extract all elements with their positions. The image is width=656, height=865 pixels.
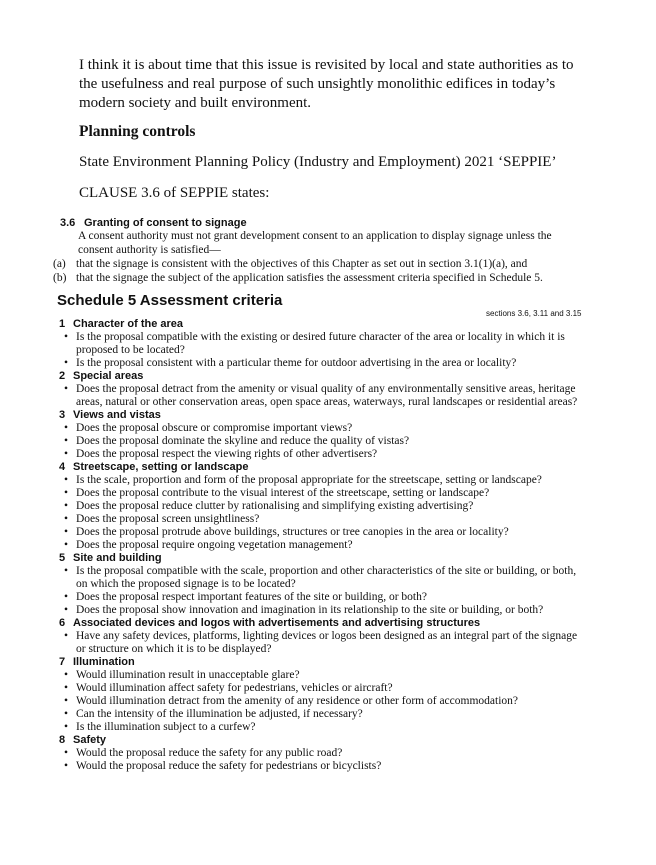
section-number: 2: [59, 370, 66, 382]
list-item: [53, 760, 584, 773]
bullet-icon: •: [64, 539, 69, 551]
section-title: Streetscape, setting or landscape: [73, 461, 249, 473]
clause-item-text: that the signage is consistent with the objectives of this Chapter as set out in section 3.1(1)(a), and: [76, 258, 528, 270]
section-number: 5: [59, 552, 66, 564]
clause-3-6: [55, 216, 585, 285]
section-number: 3: [59, 409, 66, 421]
section-number: 7: [59, 656, 66, 668]
section-number: 4: [59, 461, 66, 473]
clause-item-text: that the signage the subject of the application satisfies the assessment criteria specified in Schedule 5.: [76, 272, 543, 284]
section-title: Views and vistas: [73, 409, 161, 421]
bullet-icon: •: [64, 474, 69, 486]
list-item-text: Is the proposal compatible with the existing or desired future character of the area or locality in which it is proposed to be located?: [76, 331, 565, 356]
list-item-text: Is the proposal consistent with a particular theme for outdoor advertising in the area or locality?: [76, 357, 517, 369]
section-heading: [54, 656, 584, 669]
list-item-text: Does the proposal show innovation and imagination in its relationship to the site or building, or both?: [76, 604, 544, 616]
section-heading: [54, 552, 584, 565]
list-item-text: Does the proposal reduce clutter by rationalising and simplifying existing advertising?: [76, 500, 474, 512]
list-item-text: Does the proposal protrude above buildings, structures or tree canopies in the area or locality?: [76, 526, 509, 538]
list-item-text: Would the proposal reduce the safety for any public road?: [76, 747, 343, 759]
bullet-icon: •: [64, 682, 69, 694]
list-item: [53, 422, 584, 435]
bullet-icon: •: [64, 669, 69, 681]
section-title: Associated devices and logos with advertisements and advertising structures: [73, 617, 481, 629]
list-item: [53, 357, 584, 370]
list-item-text: Does the proposal respect the viewing rights of other advertisers?: [76, 448, 378, 460]
list-item: [53, 513, 584, 526]
section-number: 6: [59, 617, 66, 629]
list-item-text: Is the scale, proportion and form of the proposal appropriate for the streetscape, setting or landscape?: [76, 474, 542, 486]
list-item: [53, 474, 584, 487]
bullet-icon: •: [64, 513, 69, 525]
list-item-text: Does the proposal require ongoing vegetation management?: [76, 539, 353, 551]
bullet-icon: •: [64, 331, 69, 343]
section-title: Site and building: [73, 552, 162, 564]
planning-controls-heading: Planning controls: [79, 123, 196, 140]
clause-item-label: (a): [53, 258, 66, 270]
clause-body: A consent authority must not grant development consent to an application to display signage unless the consent authority is satisfied—: [78, 230, 552, 256]
clause-number: 3.6: [60, 217, 76, 229]
section-heading: [54, 409, 584, 422]
clause-item-label: (b): [53, 272, 67, 284]
bullet-icon: •: [64, 747, 69, 759]
section-title: Illumination: [73, 656, 135, 668]
clause-heading: [55, 216, 585, 230]
list-item-text: Does the proposal detract from the amenity or visual quality of any environmentally sensitive areas, heritage areas, natural or other conservation areas, open space areas, waterways, rural landscapes or residential areas?: [76, 383, 578, 408]
list-item-text: Does the proposal dominate the skyline and reduce the quality of vistas?: [76, 435, 410, 447]
list-item-text: Would illumination affect safety for pedestrians, vehicles or aircraft?: [76, 682, 393, 694]
bullet-icon: •: [64, 721, 69, 733]
bullet-icon: •: [64, 422, 69, 434]
bullet-icon: •: [64, 357, 69, 369]
clause-item: [53, 257, 585, 271]
list-item: [53, 526, 584, 539]
bullet-icon: •: [64, 448, 69, 460]
schedule-sections: [54, 318, 584, 773]
list-item: [53, 604, 584, 617]
section-title: Character of the area: [73, 318, 184, 330]
list-item: [53, 708, 584, 721]
policy-line: State Environment Planning Policy (Industry and Employment) 2021 ‘SEPPIE’: [79, 154, 557, 170]
list-item: [53, 630, 584, 656]
list-item-text: Is the illumination subject to a curfew?: [76, 721, 256, 733]
list-item: [53, 539, 584, 552]
bullet-icon: •: [64, 435, 69, 447]
bullet-icon: •: [64, 487, 69, 499]
bullet-icon: •: [64, 604, 69, 616]
bullet-icon: •: [64, 565, 69, 577]
section-heading: [54, 461, 584, 474]
list-item: [53, 435, 584, 448]
list-item: [53, 721, 584, 734]
list-item: [53, 487, 584, 500]
clause-title: Granting of consent to signage: [84, 217, 247, 229]
list-item: [53, 682, 584, 695]
bullet-icon: •: [64, 383, 69, 395]
list-item-text: Is the proposal compatible with the scale, proportion and other characteristics of the site or building, or both, on which the proposed signage is to be located?: [76, 565, 577, 590]
list-item-text: Would illumination detract from the amenity of any residence or other form of accommodation?: [76, 695, 518, 707]
list-item-text: Does the proposal obscure or compromise important views?: [76, 422, 353, 434]
section-heading: [54, 370, 584, 383]
list-item: [53, 591, 584, 604]
intro-paragraph: I think it is about time that this issue is revisited by local and state authorities as to the usefulness and real purpose of such unsightly monolithic edifices in today’s modern society and built environment.: [79, 57, 574, 111]
list-item: [53, 383, 584, 409]
list-item-text: Does the proposal screen unsightliness?: [76, 513, 260, 525]
list-item: [53, 747, 584, 760]
list-item: [53, 565, 584, 591]
list-item: [53, 500, 584, 513]
list-item: [53, 448, 584, 461]
list-item-text: Have any safety devices, platforms, lighting devices or logos been designed as an integral part of the signage or structure on which it is to be displayed?: [76, 630, 578, 655]
section-heading: [54, 734, 584, 747]
section-number: 1: [59, 318, 66, 330]
section-heading: [54, 617, 584, 630]
schedule-reference: sections 3.6, 3.11 and 3.15: [486, 309, 582, 318]
bullet-icon: •: [64, 630, 69, 642]
bullet-icon: •: [64, 526, 69, 538]
list-item-text: Does the proposal respect important features of the site or building, or both?: [76, 591, 427, 603]
section-number: 8: [59, 734, 66, 746]
list-item: [53, 331, 584, 357]
section-title: Safety: [73, 734, 107, 746]
bullet-icon: •: [64, 760, 69, 772]
list-item-text: Would illumination result in unacceptable glare?: [76, 669, 300, 681]
list-item-text: Would the proposal reduce the safety for pedestrians or bicyclists?: [76, 760, 382, 772]
bullet-icon: •: [64, 708, 69, 720]
bullet-icon: •: [64, 591, 69, 603]
schedule-title: Schedule 5 Assessment criteria: [57, 292, 283, 309]
list-item: [53, 695, 584, 708]
list-item-text: Does the proposal contribute to the visual interest of the streetscape, setting or landscape?: [76, 487, 490, 499]
list-item: [53, 669, 584, 682]
list-item-text: Can the intensity of the illumination be adjusted, if necessary?: [76, 708, 363, 720]
section-title: Special areas: [73, 370, 144, 382]
section-heading: [54, 318, 584, 331]
clause-line: CLAUSE 3.6 of SEPPIE states:: [79, 185, 270, 201]
clause-item: [53, 271, 585, 285]
bullet-icon: •: [64, 695, 69, 707]
bullet-icon: •: [64, 500, 69, 512]
